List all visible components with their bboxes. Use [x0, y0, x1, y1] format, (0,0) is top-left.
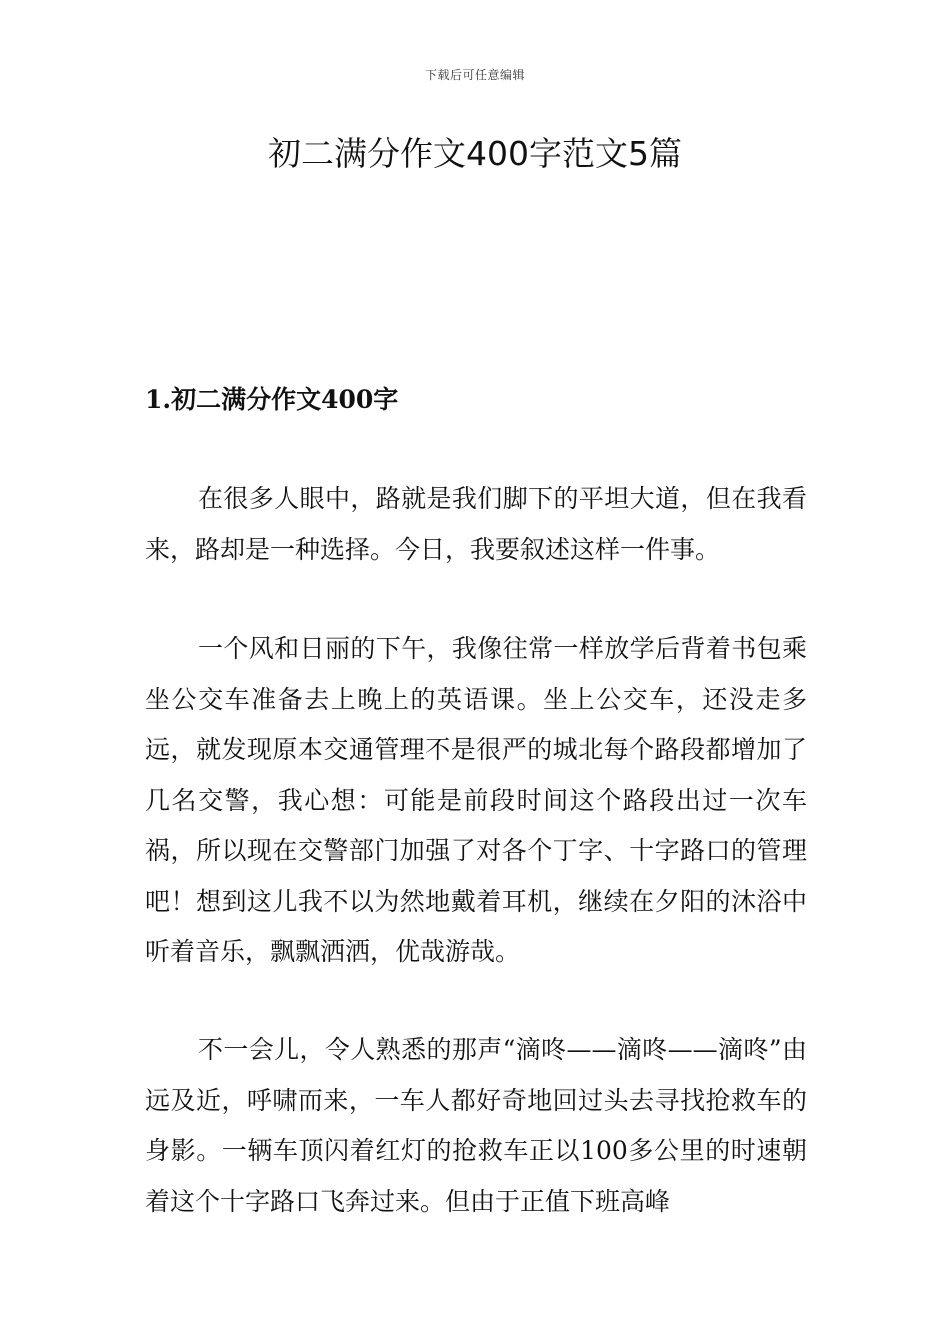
section-heading: 1.初二满分作文400字 — [145, 385, 399, 414]
header-note: 下载后可任意编辑 — [424, 68, 525, 82]
paragraph-2: 一个风和日丽的下午，我像往常一样放学后背着书包乘坐公交车准备去上晚上的英语课。坐上公交车，还没走多远，就发现原本交通管理不是很严的城北每个路段都增加了几名交警，我心想：可能是前段时间这个路段出过一次车祸，所以现在交警部门加强了对各个丁字、十字路口的管理吧！想到这儿我不以为然地戴着耳机，继续在夕阳的沐浴中听着音乐，飘飘洒洒，优哉游哉。 — [145, 634, 807, 966]
paragraph-3: 不一会儿，令人熟悉的那声“滴咚——滴咚——滴咚”由远及近，呼啸而来，一车人都好奇地回过头去寻找抢救车的身影。一辆车顶闪着红灯的抢救车正以100多公里的时速朝着这个十字路口飞奔过来。但由于正值下班高峰 — [145, 1035, 807, 1216]
document-title: 初二满分作文400字范文5篇 — [268, 134, 682, 173]
paragraph-1: 在很多人眼中，路就是我们脚下的平坦大道，但在我看来，路却是一种选择。今日，我要叙述这样一件事。 — [145, 484, 807, 564]
